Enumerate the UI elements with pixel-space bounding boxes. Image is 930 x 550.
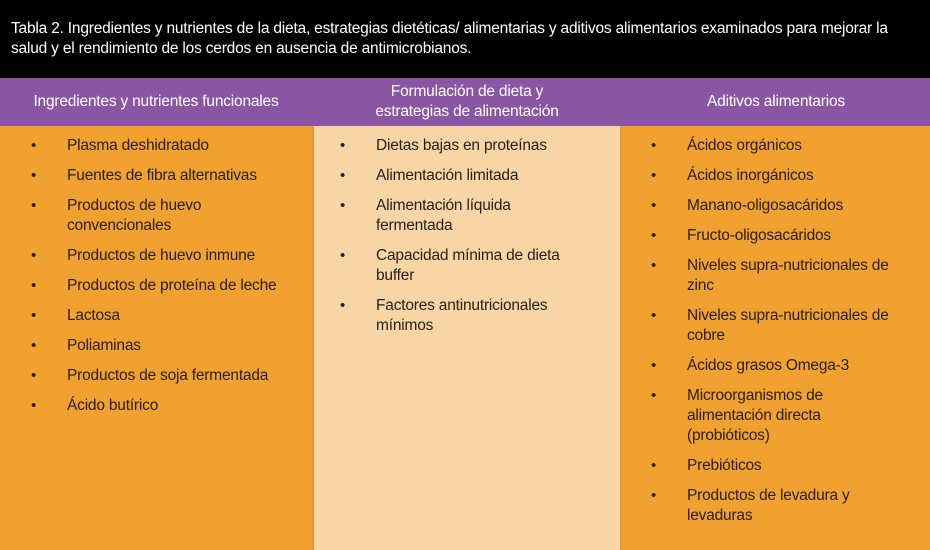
list-item [0,166,312,186]
bullet-icon: • [31,367,37,384]
bullet-icon: • [340,137,346,154]
bullet-icon: • [340,247,346,264]
column-ingredients [0,126,312,550]
bullet-icon: • [651,357,657,374]
column-additives [622,126,930,550]
ingredients-list [0,136,312,416]
bullet-icon: • [651,487,657,504]
list-item-text: Productos de soja fermentada [67,367,269,384]
list-item-text: Plasma deshidratado [67,137,209,154]
bullet-icon: • [31,247,37,264]
bullet-icon: • [31,277,37,294]
list-item-text: Fructo-oligosacáridos [687,227,831,244]
list-item [0,336,312,356]
list-item [622,256,930,296]
list-item-text: Manano-oligosacáridos [687,197,844,214]
list-item [622,456,930,476]
list-item-text: Factores antinutricionales mínimos [376,297,548,334]
bullet-icon: • [340,297,346,314]
header-additives: Aditivos alimentarios [707,93,845,110]
list-item [0,306,312,326]
bullet-icon: • [651,257,657,274]
list-item [314,166,620,186]
bullet-icon: • [651,137,657,154]
bullet-icon: • [651,197,657,214]
list-item-text: Productos de huevo convencionales [67,197,202,234]
additives-list [622,136,930,526]
bullet-icon: • [340,197,346,214]
list-item-text: Ácido butírico [67,397,159,414]
list-item [622,386,930,446]
list-item-text: Productos de huevo inmune [67,247,256,264]
column-strategies [312,126,622,550]
list-item-text: Niveles supra-nutricionales de zinc [687,257,889,294]
bullet-icon: • [651,227,657,244]
table-body [0,126,930,550]
list-item-text: Productos de proteína de leche [67,277,277,294]
list-item-text: Microorganismos de alimentación directa (probióticos) [687,387,823,444]
list-item [314,196,620,236]
list-item-text: Ácidos inorgánicos [687,167,814,184]
list-item-text: Alimentación limitada [376,167,519,184]
list-item [0,196,312,236]
header-ingredients: Ingredientes y nutrientes funcionales [33,93,279,110]
bullet-icon: • [31,167,37,184]
list-item [314,296,620,336]
list-item-text: Productos de levadura y levaduras [687,487,850,524]
list-item [314,136,620,156]
strategies-list [314,136,620,336]
list-item-text: Niveles supra-nutricionales de cobre [687,307,889,344]
list-item [622,226,930,246]
list-item-text: Fuentes de fibra alternativas [67,167,257,184]
list-item [622,486,930,526]
list-item-text: Ácidos orgánicos [687,137,802,154]
list-item [622,136,930,156]
bullet-icon: • [651,387,657,404]
bullet-icon: • [651,167,657,184]
bullet-icon: • [340,167,346,184]
list-item [314,246,620,286]
bullet-icon: • [31,307,37,324]
list-item [622,196,930,216]
list-item [622,356,930,376]
list-item [0,366,312,386]
bullet-icon: • [31,197,37,214]
list-item [622,306,930,346]
list-item-text: Dietas bajas en proteínas [376,137,547,154]
list-item-text: Prebióticos [687,457,762,474]
table-header-row [0,78,930,126]
list-item [0,276,312,296]
list-item-text: Poliaminas [67,337,141,354]
list-item [0,246,312,266]
list-item-text: Ácidos grasos Omega-3 [687,357,850,374]
bullet-icon: • [31,337,37,354]
bullet-icon: • [31,137,37,154]
list-item-text: Lactosa [67,307,120,324]
header-strategies: Formulación de dieta y estrategias de alimentación [375,83,559,120]
list-item-text: Capacidad mínima de dieta buffer [376,247,560,284]
list-item [622,166,930,186]
bullet-icon: • [651,307,657,324]
table-caption: Tabla 2. Ingredientes y nutrientes de la dieta, estrategias dietéticas/ alimentarias y aditivos alimentarios examinados para mejorar la salud y el rendimiento de los cerdos en ausencia de antimicrobianos. [0,0,930,78]
bullet-icon: • [651,457,657,474]
list-item [0,136,312,156]
bullet-icon: • [31,397,37,414]
list-item-text: Alimentación líquida fermentada [376,197,511,234]
list-item [0,396,312,416]
